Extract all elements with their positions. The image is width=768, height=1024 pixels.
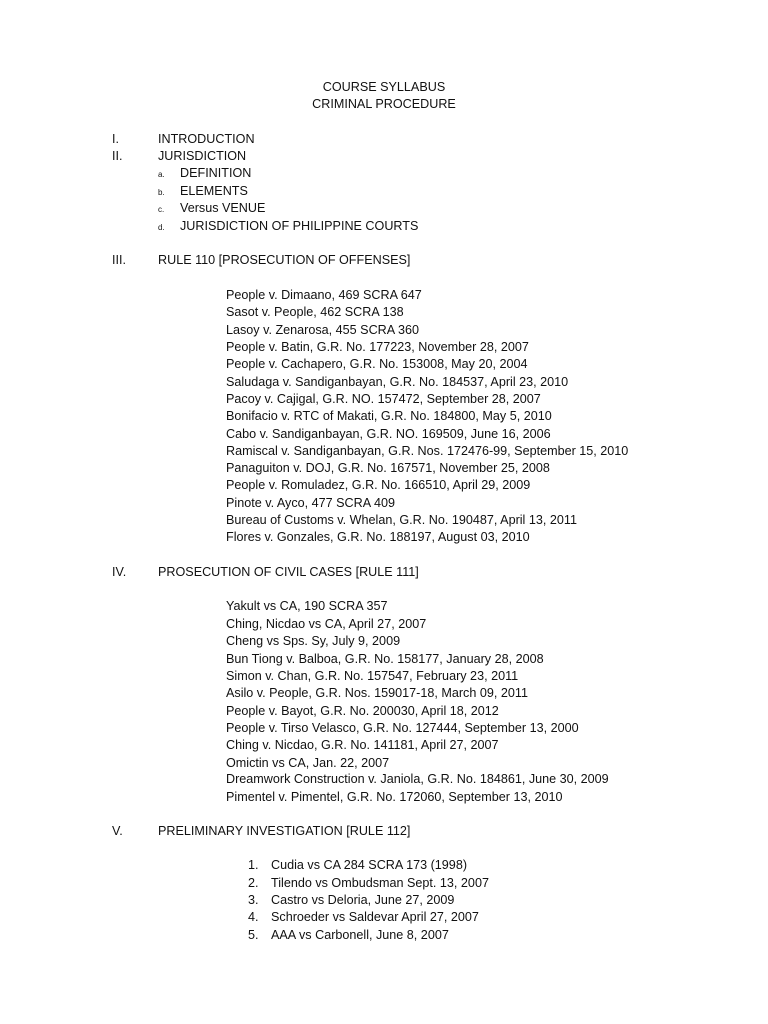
- subitem-letter: d.: [158, 223, 165, 232]
- case-citation: Omictin vs CA, Jan. 22, 2007: [226, 756, 390, 770]
- section-numeral: II.: [112, 149, 123, 163]
- case-citation: People v. Romuladez, G.R. No. 166510, April 29, 2009: [226, 478, 531, 492]
- case-citation: Asilo v. People, G.R. Nos. 159017-18, March 09, 2011: [226, 686, 528, 700]
- case-citation: Yakult vs CA, 190 SCRA 357: [226, 599, 388, 613]
- numbered-item-number: 3.: [248, 893, 259, 907]
- case-citation: People v. Tirso Velasco, G.R. No. 127444, September 13, 2000: [226, 721, 579, 735]
- case-citation: People v. Dimaano, 469 SCRA 647: [226, 288, 422, 302]
- case-citation: Saludaga v. Sandiganbayan, G.R. No. 184537, April 23, 2010: [226, 375, 569, 389]
- subitem-text: DEFINITION: [180, 166, 252, 180]
- section-heading: PRELIMINARY INVESTIGATION [RULE 112]: [158, 824, 411, 838]
- document-subtitle: CRIMINAL PROCEDURE: [312, 97, 456, 111]
- case-citation: Lasoy v. Zenarosa, 455 SCRA 360: [226, 323, 419, 337]
- case-citation: Sasot v. People, 462 SCRA 138: [226, 305, 404, 319]
- case-citation: Simon v. Chan, G.R. No. 157547, February 23, 2011: [226, 669, 519, 683]
- section-numeral: I.: [112, 132, 119, 146]
- section-heading: RULE 110 [PROSECUTION OF OFFENSES]: [158, 253, 411, 267]
- case-citation: Ching v. Nicdao, G.R. No. 141181, April 27, 2007: [226, 738, 499, 752]
- case-citation: People v. Batin, G.R. No. 177223, November 28, 2007: [226, 340, 529, 354]
- numbered-item-text: Cudia vs CA 284 SCRA 173 (1998): [271, 858, 468, 872]
- subitem-letter: a.: [158, 170, 165, 179]
- section-heading: INTRODUCTION: [158, 132, 255, 146]
- numbered-item-text: Castro vs Deloria, June 27, 2009: [271, 893, 455, 907]
- case-citation: Dreamwork Construction v. Janiola, G.R. No. 184861, June 30, 2009: [226, 772, 609, 786]
- case-citation: Bureau of Customs v. Whelan, G.R. No. 190487, April 13, 2011: [226, 513, 577, 527]
- section-heading: JURISDICTION: [158, 149, 247, 163]
- numbered-item-number: 1.: [248, 858, 259, 872]
- numbered-item-number: 5.: [248, 928, 259, 942]
- case-citation: Panaguiton v. DOJ, G.R. No. 167571, November 25, 2008: [226, 461, 550, 475]
- document-title: COURSE SYLLABUS: [322, 80, 446, 94]
- case-citation: Pinote v. Ayco, 477 SCRA 409: [226, 496, 395, 510]
- case-citation: Cheng vs Sps. Sy, July 9, 2009: [226, 634, 401, 648]
- numbered-item-number: 4.: [248, 910, 259, 924]
- case-citation: Bun Tiong v. Balboa, G.R. No. 158177, January 28, 2008: [226, 652, 544, 666]
- section-heading: PROSECUTION OF CIVIL CASES [RULE 111]: [158, 565, 419, 579]
- numbered-item-text: Schroeder vs Saldevar April 27, 2007: [271, 910, 479, 924]
- numbered-item-number: 2.: [248, 876, 259, 890]
- case-citation: Pimentel v. Pimentel, G.R. No. 172060, September 13, 2010: [226, 790, 563, 804]
- section-numeral: IV.: [112, 565, 127, 579]
- case-citation: Cabo v. Sandiganbayan, G.R. NO. 169509, June 16, 2006: [226, 427, 551, 441]
- numbered-item-text: AAA vs Carbonell, June 8, 2007: [271, 928, 449, 942]
- case-citation: Ramiscal v. Sandiganbayan, G.R. Nos. 172476-99, September 15, 2010: [226, 444, 629, 458]
- section-numeral: III.: [112, 253, 126, 267]
- case-citation: Pacoy v. Cajigal, G.R. NO. 157472, September 28, 2007: [226, 392, 541, 406]
- case-citation: Ching, Nicdao vs CA, April 27, 2007: [226, 617, 427, 631]
- section-numeral: V.: [112, 824, 123, 838]
- case-citation: People v. Bayot, G.R. No. 200030, April 18, 2012: [226, 704, 499, 718]
- subitem-text: JURISDICTION OF PHILIPPINE COURTS: [180, 219, 419, 233]
- subitem-letter: c.: [158, 205, 165, 214]
- subitem-text: ELEMENTS: [180, 184, 248, 198]
- case-citation: People v. Cachapero, G.R. No. 153008, May 20, 2004: [226, 357, 528, 371]
- subitem-text: Versus VENUE: [180, 201, 266, 215]
- case-citation: Flores v. Gonzales, G.R. No. 188197, August 03, 2010: [226, 530, 530, 544]
- numbered-item-text: Tilendo vs Ombudsman Sept. 13, 2007: [271, 876, 489, 890]
- case-citation: Bonifacio v. RTC of Makati, G.R. No. 184800, May 5, 2010: [226, 409, 552, 423]
- subitem-letter: b.: [158, 188, 165, 197]
